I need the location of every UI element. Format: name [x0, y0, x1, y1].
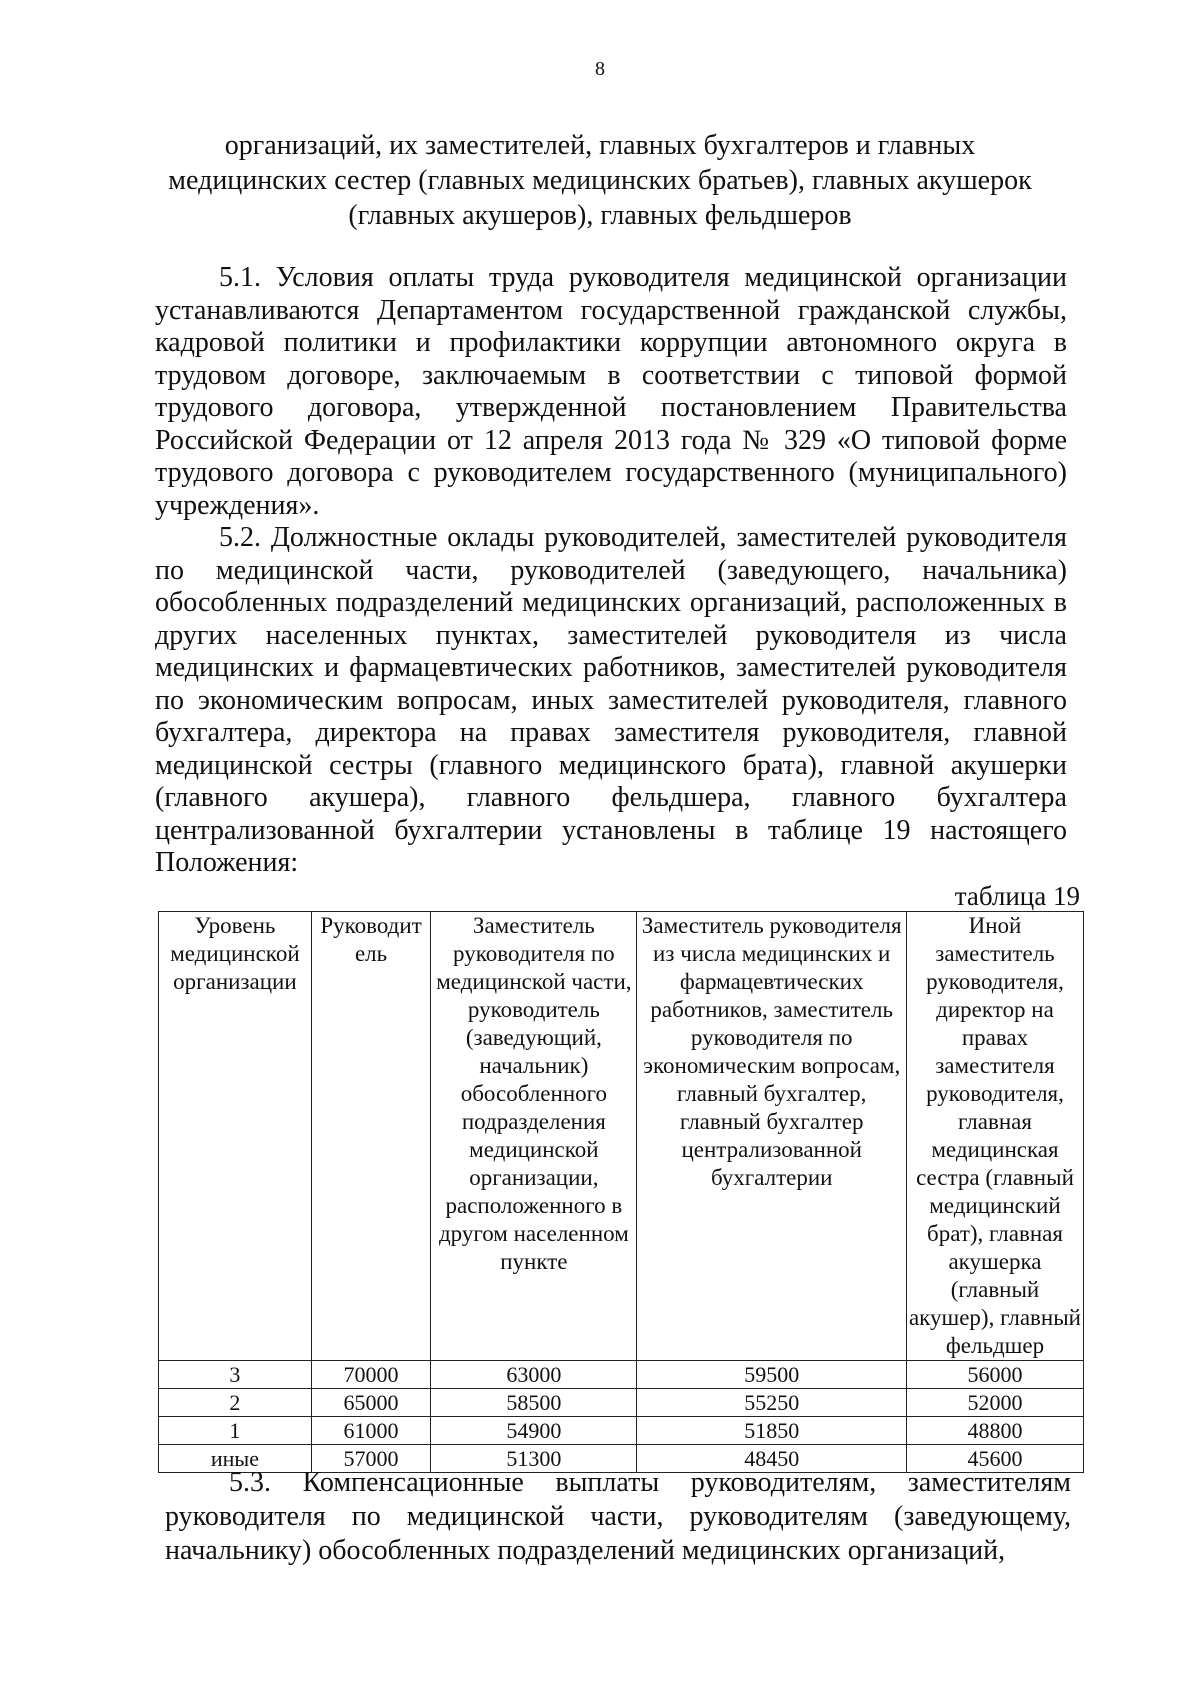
header-level: Уровень медицинской организации: [159, 912, 312, 1361]
table-cell: 1: [159, 1417, 312, 1445]
table-caption: таблица 19: [954, 881, 1080, 911]
salary-table: [158, 911, 1084, 1473]
header-deputy-economic: Заместитель руководителя из числа медицинских и фармацевтических работников, заместитель руководителя по экономическим вопросам, главный бухгалтер, главный бухгалтер централизованной бухгалтерии: [637, 912, 907, 1361]
table-cell: 70000: [311, 1361, 430, 1389]
table-cell: 59500: [637, 1361, 907, 1389]
paragraph-5-2: 5.2. Должностные оклады руководителей, заместителей руководителя по медицинской части, руководителей (заведующего, начальника) обособленных подразделений медицинских организаций, расположенных в других населенных пунктах, заместителей руководителя из числа медицинских и фармацевтических работников, заместителей руководителя по экономическим вопросам, иных заместителей руководителя, главного бухгалтера, директора на правах заместителя руководителя, главной медицинской сестры (главного медицинского брата), главной акушерки (главного акушера), главного фельдшера, главного бухгалтера централизованной бухгалтерии установлены в таблице 19 настоящего Положения:: [155, 522, 1067, 878]
section-title: [150, 128, 1050, 233]
table-cell: 2: [159, 1389, 312, 1417]
table-cell: иные: [159, 1445, 312, 1473]
table-cell: 45600: [906, 1445, 1083, 1473]
table-cell: 48450: [637, 1445, 907, 1473]
table-header-row: [159, 912, 1084, 1361]
table-cell: 52000: [906, 1389, 1083, 1417]
section-title-line: организаций, их заместителей, главных бухгалтеров и главных: [224, 130, 976, 161]
table-cell: 51300: [431, 1445, 637, 1473]
table-cell: 57000: [311, 1445, 430, 1473]
section-title-line: (главных акушеров), главных фельдшеров: [348, 200, 852, 231]
table-row: [159, 1417, 1084, 1445]
table-cell: 51850: [637, 1417, 907, 1445]
paragraph-5-3: 5.3. Компенсационные выплаты руководителям, заместителям руководителя по медицинской части, руководителям (заведующему, начальнику) обособленных подразделений медицинских организаций,: [165, 1467, 1071, 1566]
table-cell: 54900: [431, 1417, 637, 1445]
header-deputy-medical: Заместитель руководителя по медицинской части, руководитель (заведующий, начальник) обособленного подразделения медицинской организации, расположенного в другом населенном пункте: [431, 912, 637, 1361]
header-head: Руководит ель: [311, 912, 430, 1361]
table-row: [159, 1361, 1084, 1389]
table-cell: 55250: [637, 1389, 907, 1417]
section-title-line: медицинских сестер (главных медицинских братьев), главных акушерок: [168, 165, 1032, 196]
table-cell: 58500: [431, 1389, 637, 1417]
table-cell: 65000: [311, 1389, 430, 1417]
table-cell: 61000: [311, 1417, 430, 1445]
table-row: [159, 1389, 1084, 1417]
header-other-deputy: Иной заместитель руководителя, директор на правах заместителя руководителя, главная медицинская сестра (главный медицинский брат), главная акушерка (главный акушер), главный фельдшер: [906, 912, 1083, 1361]
table-cell: 63000: [431, 1361, 637, 1389]
table-cell: 3: [159, 1361, 312, 1389]
table-cell: 48800: [906, 1417, 1083, 1445]
table-cell: 56000: [906, 1361, 1083, 1389]
paragraph-5-1: 5.1. Условия оплаты труда руководителя медицинской организации устанавливаются Департаментом государственной гражданской службы, кадровой политики и профилактики коррупции автономного округа в трудовом договоре, заключаемым в соответствии с типовой формой трудового договора, утвержденной постановлением Правительства Российской Федерации от 12 апреля 2013 года № 329 «О типовой форме трудового договора с руководителем государственного (муниципального) учреждения».: [155, 262, 1067, 521]
page-number: 8: [595, 58, 605, 80]
